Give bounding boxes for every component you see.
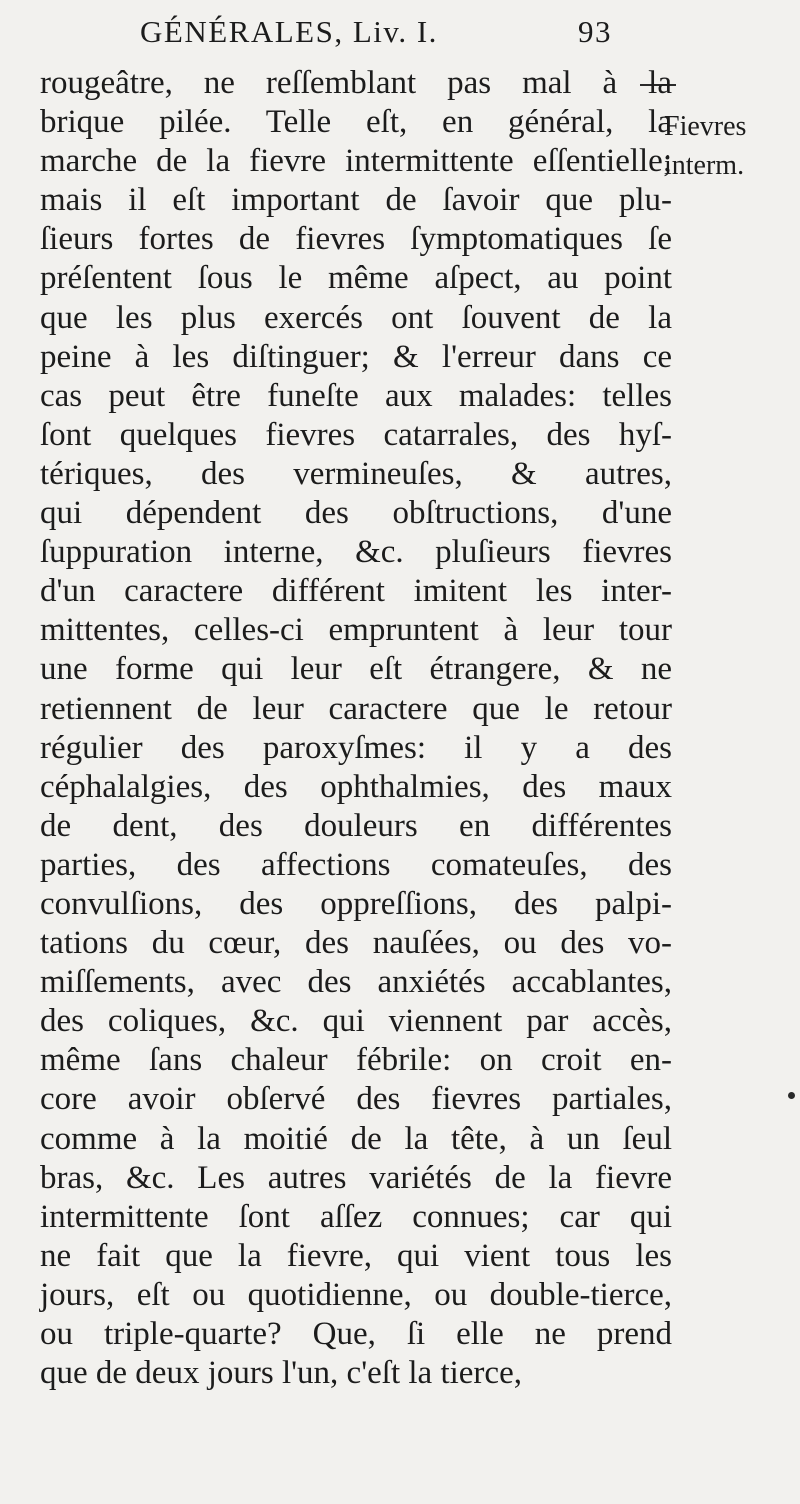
text-line: ne fait que la fievre, qui vient tous les	[40, 1237, 672, 1274]
text-line: rougeâtre, ne reſſemblant pas mal à la	[40, 65, 672, 101]
margin-note-line: interm.	[664, 150, 745, 182]
text-line: régulier des paroxyſmes: il y a des	[40, 729, 672, 766]
text-line: que de deux jours l'un, c'eſt la tierce,	[40, 1355, 522, 1392]
text-line: miſſements, avec des anxiétés accablantes,	[40, 964, 672, 1001]
page-number: 93	[578, 14, 612, 49]
text-line: peine à les diſtinguer; & l'erreur dans ce	[40, 338, 672, 375]
text-line: comme à la moitié de la tête, à un ſeul	[40, 1120, 672, 1157]
ink-mark	[788, 1092, 795, 1099]
text-line: ſont quelques fievres catarrales, des hyſ-	[40, 416, 672, 453]
text-line: ou triple-quarte? Que, ſi elle ne prend	[40, 1316, 672, 1352]
text-line: d'un caractere différent imitent les inter-	[40, 573, 672, 610]
text-line: préſentent ſous le même aſpect, au point	[40, 260, 672, 297]
text-line: convulſions, des oppreſſions, des palpi-	[40, 885, 672, 922]
text-line: brique pilée. Telle eſt, en général, la	[40, 104, 672, 141]
text-line: qui dépendent des obſtructions, d'une	[40, 495, 672, 532]
text-line: même ſans chaleur fébrile: on croit en-	[40, 1042, 672, 1079]
text-line: parties, des affections comateuſes, des	[40, 846, 672, 883]
text-line: ſieurs fortes de fievres ſymptomatiques ſe	[40, 221, 672, 258]
text-line: ſuppuration interne, &c. pluſieurs fievres	[40, 534, 672, 571]
margin-note	[664, 68, 800, 185]
text-line: mittentes, celles-ci empruntent à leur tour	[40, 612, 672, 649]
page-header	[140, 14, 660, 62]
body-text	[40, 64, 672, 1393]
margin-note-line: Fievres	[664, 111, 747, 143]
text-line: mais il eſt important de ſavoir que plu-	[40, 182, 672, 219]
text-line: céphalalgies, des ophthalmies, des maux	[40, 768, 672, 805]
text-line: de dent, des douleurs en différentes	[40, 807, 672, 844]
text-line: jours, eſt ou quotidienne, ou double-tierce,	[40, 1276, 672, 1313]
text-line: que les plus exercés ont ſouvent de la	[40, 299, 672, 336]
text-line: tériques, des vermineuſes, & autres,	[40, 455, 672, 492]
text-line: cas peut être funeſte aux malades: telles	[40, 377, 672, 414]
text-line: bras, &c. Les autres variétés de la fievre	[40, 1159, 672, 1196]
text-line: retiennent de leur caractere que le retour	[40, 690, 672, 727]
text-line: intermittente ſont aſſez connues; car qui	[40, 1198, 672, 1235]
text-line: core avoir obſervé des fievres partiales,	[40, 1081, 672, 1118]
running-title: GÉNÉRALES, Liv. I.	[140, 14, 438, 49]
text-line: des coliques, &c. qui viennent par accès,	[40, 1003, 672, 1040]
text-line: marche de la fievre intermittente eſſentielle;	[40, 143, 672, 180]
text-line: une forme qui leur eſt étrangere, & ne	[40, 651, 672, 688]
text-line: tations du cœur, des nauſées, ou des vo-	[40, 925, 672, 962]
margin-note-line	[664, 68, 800, 107]
